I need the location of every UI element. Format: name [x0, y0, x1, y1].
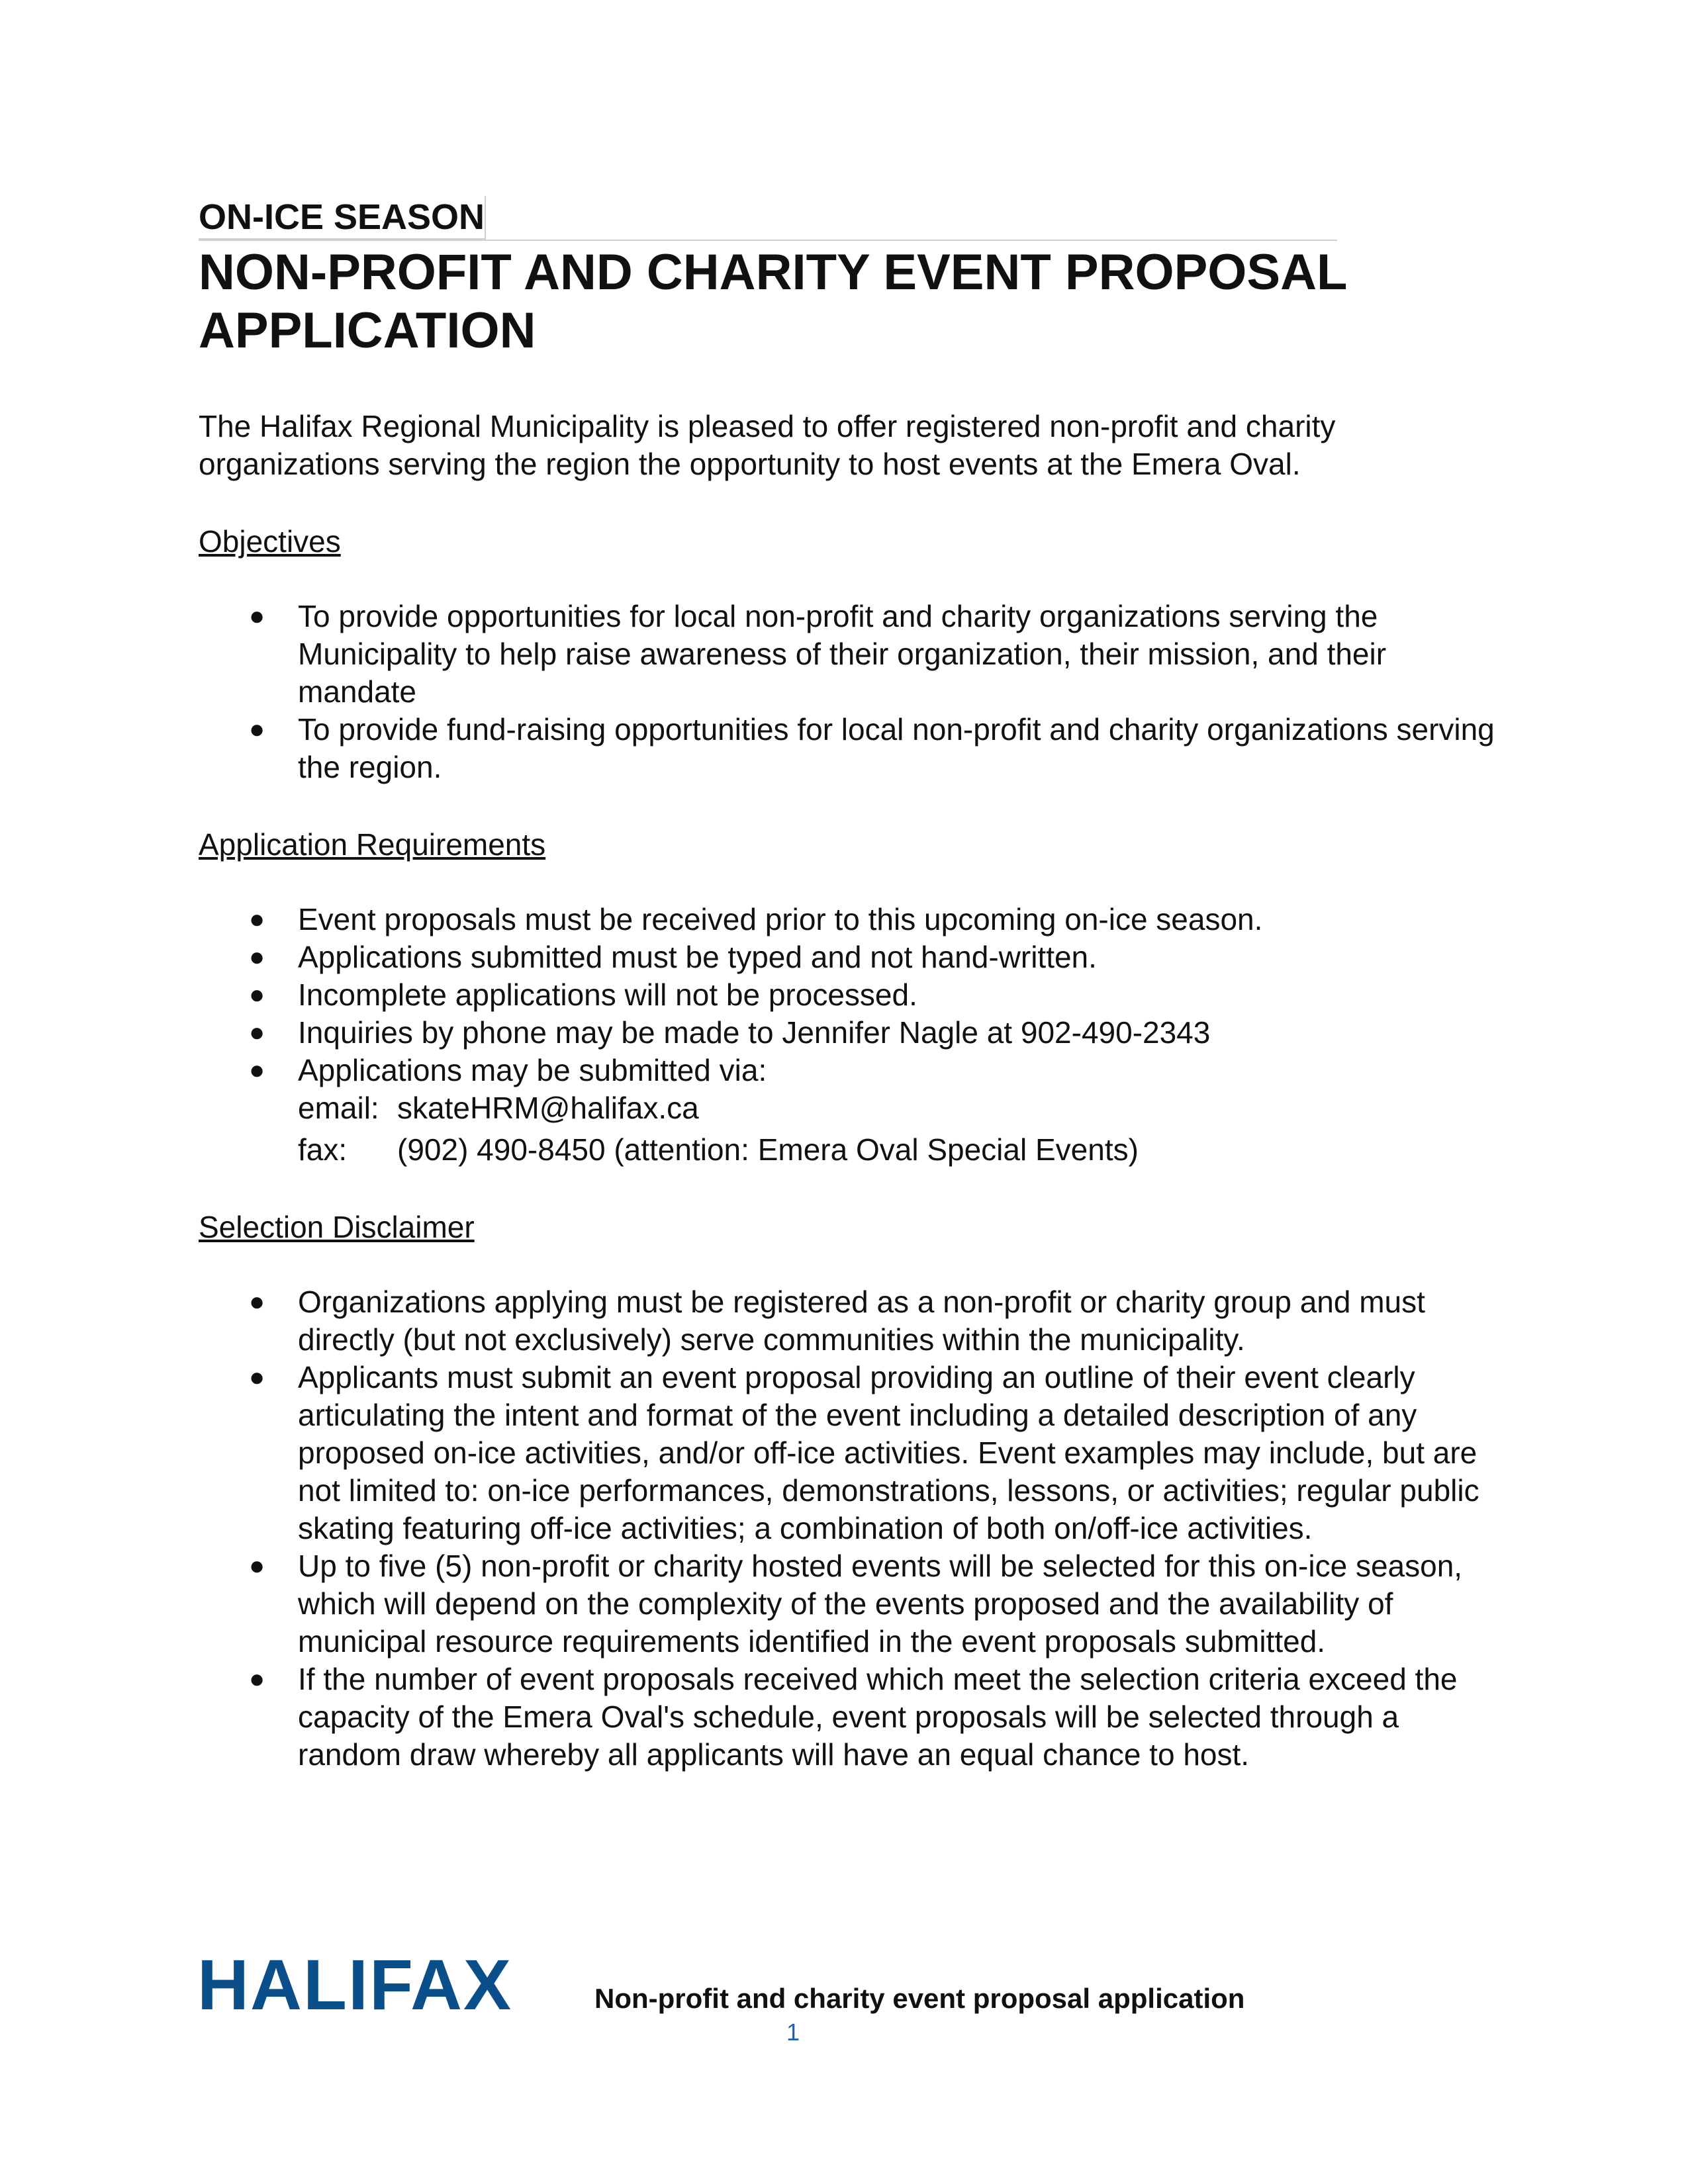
intro-paragraph: The Halifax Regional Municipality is pleased to offer registered non-profit and charity organizations serving the region the opportunity to host events at the Emera Oval. — [199, 409, 1336, 481]
disclaimer-heading: Selection Disclaimer — [199, 1210, 475, 1244]
requirements-heading: Application Requirements — [199, 827, 546, 862]
season-kicker: ON-ICE SEASON — [199, 196, 486, 240]
list-item: ● If the number of event proposals received which meet the selection criteria exceed the capacity of the Emera Oval's schedule, event proposals will be selected through a random draw whereby all applicants will have an equal chance to host. — [249, 1662, 1458, 1772]
bullet-icon: ● — [249, 905, 265, 934]
list-item: ● Incomplete applications will not be processed. — [199, 976, 1496, 1014]
list-item: ● Applications submitted must be typed and not hand-written. — [199, 938, 1496, 976]
list-item: ● Organizations applying must be registered as a non-profit or charity group and must directly (but not exclusively) serve communities within the municipality. — [249, 1285, 1425, 1357]
bullet-icon: ● — [249, 1664, 265, 1694]
document-content — [199, 196, 1496, 1774]
email-contact — [199, 1089, 1496, 1127]
list-item: ● Event proposals must be received prior to this upcoming on-ice season. — [199, 901, 1496, 938]
bullet-icon: ● — [249, 1056, 265, 1085]
bullet-icon: ● — [249, 1018, 265, 1047]
disclaimer-list — [199, 1283, 1496, 1774]
list-item: ● Inquiries by phone may be made to Jennifer Nagle at 902-490-2343 — [199, 1014, 1496, 1052]
bullet-icon: ● — [249, 1363, 265, 1392]
bullet-icon: ● — [249, 942, 265, 972]
bullet-icon: ● — [249, 715, 265, 744]
objectives-heading: Objectives — [199, 524, 341, 559]
fax-label: fax: — [298, 1132, 348, 1167]
kicker-row — [199, 196, 1337, 241]
list-item: ● To provide opportunities for local non-profit and charity organizations serving the Municipality to help raise awareness of their organization, their mission, and their mandate — [249, 599, 1387, 709]
fax-number: (902) 490-8450 (attention: Emera Oval Special Events) — [397, 1132, 1139, 1167]
footer-document-title: Non-profit and charity event proposal application — [594, 1983, 1245, 2014]
halifax-logo-icon — [197, 1952, 528, 2016]
email-label: email: — [298, 1091, 379, 1125]
halifax-logo-wordmark: HALIFAX — [197, 1952, 513, 2016]
document-title: NON-PROFIT AND CHARITY EVENT PROPOSAL APPLICATION — [199, 244, 1347, 359]
bullet-icon: ● — [249, 980, 265, 1009]
fax-contact — [199, 1131, 1496, 1169]
email-address-link[interactable]: skateHRM@halifax.ca — [397, 1091, 699, 1125]
page-number: 1 — [786, 2019, 800, 2046]
bullet-icon: ● — [249, 1287, 265, 1316]
list-item: ● Up to five (5) non-profit or charity hosted events will be selected for this on-ice season, which will depend on the complexity of the events proposed and the availability of municipal resource requirements identified in the event proposals submitted. — [249, 1549, 1463, 1659]
bullet-icon: ● — [249, 1551, 265, 1580]
list-item: ● Applications may be submitted via: — [199, 1052, 1496, 1089]
requirements-list — [199, 901, 1496, 1089]
objectives-list — [199, 598, 1496, 786]
list-item: ● Applicants must submit an event proposal providing an outline of their event clearly articulating the intent and format of the event including a detailed description of any proposed on-ice activities, and/or off-ice activities. Event examples may include, but are not limited to: on-ice performances, demonstrations, lessons, or activities; regular public skating featuring off-ice activities; a combination of both on/off-ice activities. — [249, 1360, 1479, 1545]
list-item: ● To provide fund-raising opportunities for local non-profit and charity organizations serving the region. — [249, 712, 1495, 784]
bullet-icon: ● — [249, 602, 265, 631]
